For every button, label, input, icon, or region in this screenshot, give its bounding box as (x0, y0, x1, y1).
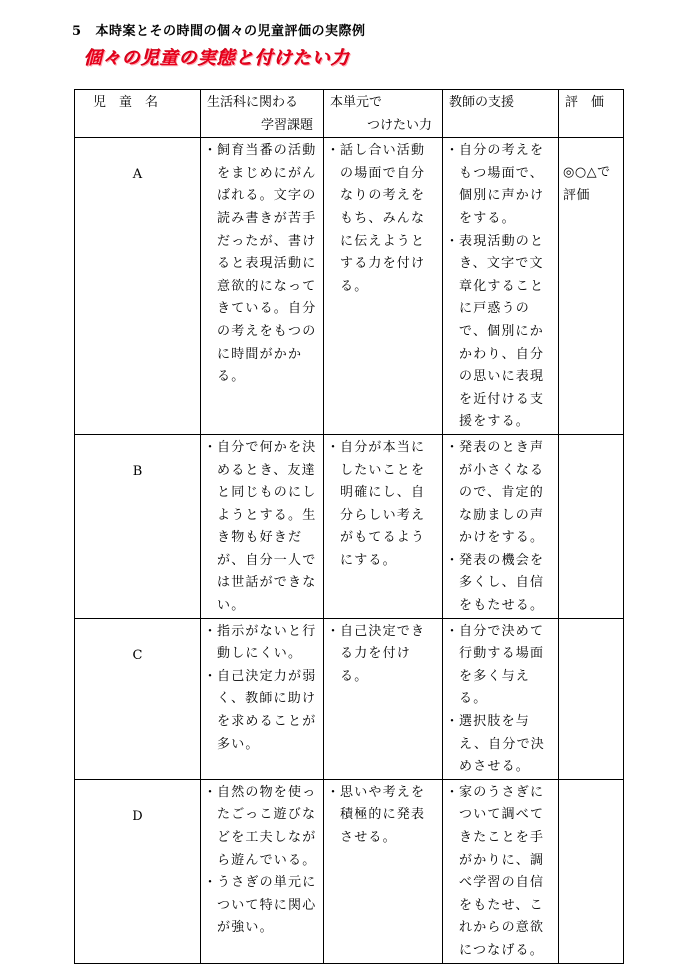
header-teacher-support: 教師の支援 (443, 90, 559, 138)
list-item: ・ 表現活動のとき、文字で文章化することに戸惑うので、個別にかかわり、自分の思いに表現を近付ける支援をする。 (445, 233, 545, 430)
table-row (75, 618, 624, 779)
list-item: ・ 発表のとき声が小さくなるので、肯定的な励ましの声かけをする。 (445, 439, 545, 546)
learning-task-cell (201, 138, 324, 435)
unit-ability-cell (324, 138, 443, 435)
header-row (75, 90, 624, 138)
evaluation-cell: ◎○△で評価 (559, 138, 624, 435)
teacher-support-cell (443, 618, 559, 779)
teacher-support-cell (443, 779, 559, 963)
header-evaluation: 評 価 (559, 90, 624, 138)
list-item: ・ 飼育当番の活動をまじめにがんばれる。文字の読み書きが苦手だったが、書けると表現活動に意欲的になってきている。自分の考えをもつのに時間がかかる。 (203, 143, 317, 385)
learning-task-cell (201, 779, 324, 963)
list-item: ・ 自然の物を使ったごっこ遊びなどを工夫しながら遊んでいる。 (203, 784, 317, 868)
student-name: D (75, 779, 201, 963)
banner-title: 個々の児童の実態と付けたい力 (84, 48, 350, 69)
header-learning-task: 生活科に関わる 学習課題 (201, 90, 324, 138)
student-name: C (75, 618, 201, 779)
list-item: ・ 自分が本当にしたいことを明確にし、自分らしい考えがもてるようにする。 (326, 439, 426, 568)
list-item: ・ うさぎの単元について特に関心が強い。 (203, 875, 317, 936)
evaluation-cell (559, 779, 624, 963)
learning-task-cell (201, 434, 324, 618)
list-item: ・ 自己決定できる力を付ける。 (326, 623, 426, 684)
table-row (75, 434, 624, 618)
unit-ability-cell (324, 434, 443, 618)
unit-ability-cell (324, 779, 443, 963)
list-item: ・ 家のうさぎについて調べてきたことを手がかりに、調べ学習の自信をもたせ、これからの意欲につなげる。 (445, 784, 545, 958)
list-item: ・ 思いや考えを積極的に発表させる。 (326, 784, 426, 845)
list-item: ・ 指示がないと行動しにくい。 (203, 623, 317, 662)
table-row (75, 779, 624, 963)
teacher-support-cell (443, 138, 559, 435)
header-unit-ability: 本単元で つけたい力 (324, 90, 443, 138)
list-item: ・ 自分の考えをもつ場面で、個別に声かけをする。 (445, 143, 545, 226)
student-name: B (75, 434, 201, 618)
list-item: ・ 自分で決めて行動する場面を多く与える。 (445, 623, 545, 707)
unit-ability-cell (324, 618, 443, 779)
list-item: ・ 自分で何かを決めるとき、友達と同じものにしようとする。生き物も好きだが、自分一人では世話ができない。 (203, 439, 317, 614)
list-item: ・ 話し合い活動の場面で自分なりの考えをもち、みんなに伝えようとする力を付ける。 (326, 143, 426, 294)
evaluation-cell (559, 618, 624, 779)
teacher-support-cell (443, 434, 559, 618)
section-title: 本時案とその時間の個々の児童評価の実際例 (95, 24, 366, 39)
section-heading (72, 20, 366, 39)
list-item: ・ 発表の機会を多くし、自信をもたせる。 (445, 552, 545, 614)
header-name: 児 童 名 (75, 90, 201, 138)
list-item: ・ 選択肢を与え、自分で決めさせる。 (445, 714, 545, 775)
learning-task-cell (201, 618, 324, 779)
student-name: A (75, 138, 201, 435)
list-item: ・ 自己決定力が弱く、教師に助けを求めることが多い。 (203, 668, 317, 752)
evaluation-table (74, 89, 624, 964)
section-number: 5 (72, 24, 82, 39)
table-row (75, 138, 624, 435)
evaluation-cell (559, 434, 624, 618)
